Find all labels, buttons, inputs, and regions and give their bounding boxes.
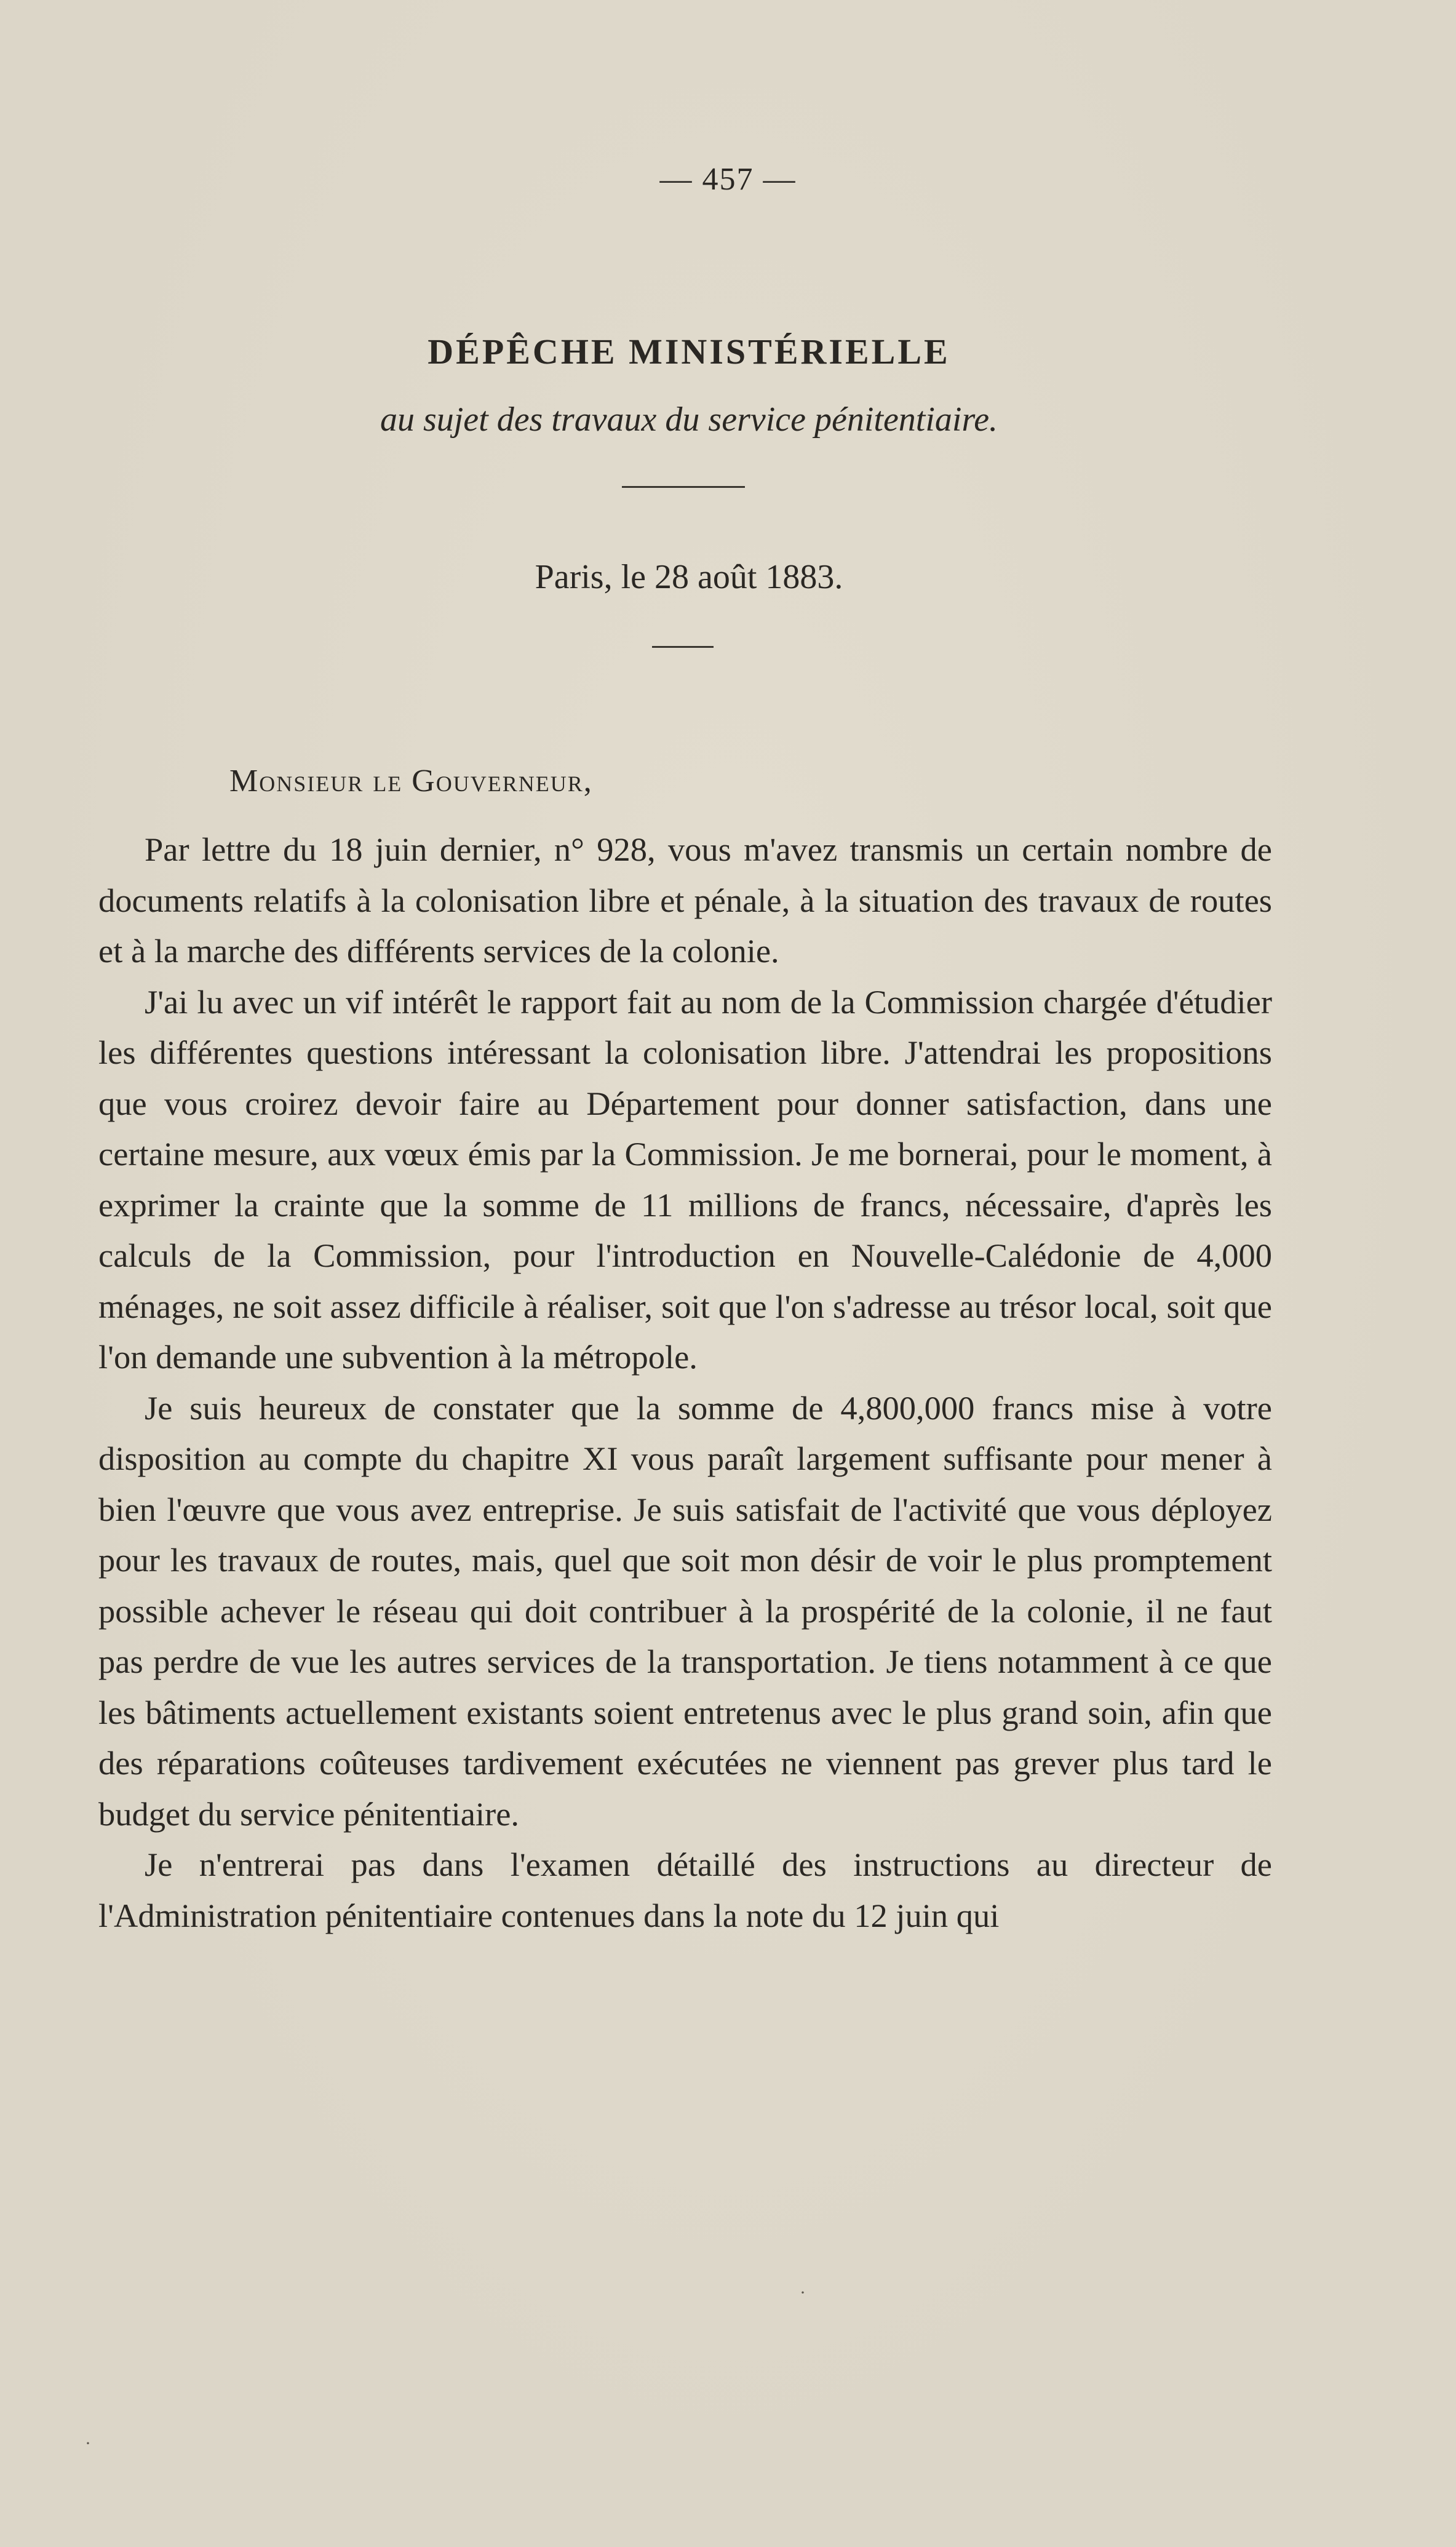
letter-body [98, 824, 1272, 1941]
paragraph: J'ai lu avec un vif intérêt le rapport fait au nom de la Commission chargée d'étudier les différentes questions intéressant la colonisation libre. J'attendrai les propositions que vous croirez devoir faire au Département pour donner satisfaction, dans une certaine mesure, aux vœux émis par la Commission. Je me bornerai, pour le moment, à exprimer la crainte que la somme de 11 millions de francs, nécessaire, d'après les calculs de la Commission, pour l'introduction en Nouvelle-Calédonie de 4,000 ménages, ne soit assez difficile à réaliser, soit que l'on s'adresse au trésor local, soit que l'on demande une subvention à la métropole. [98, 983, 1272, 1376]
title-divider [622, 486, 745, 488]
document-title: DÉPÊCHE MINISTÉRIELLE [428, 332, 950, 372]
dateline: Paris, le 28 août 1883. [535, 558, 843, 596]
dateline-divider [652, 646, 714, 648]
document-subtitle: au sujet des travaux du service pénitentiaire. [380, 401, 998, 439]
paragraph: Je n'entrerai pas dans l'examen détaillé des instructions au directeur de l'Administration pénitentiaire contenues dans la note du 12 juin qui [98, 1846, 1272, 1934]
page-number: — 457 — [659, 162, 797, 197]
paper-speck: · [85, 2433, 91, 2453]
salutation: Monsieur le Gouverneur, [229, 763, 593, 799]
paragraph: Par lettre du 18 juin dernier, n° 928, vous m'avez transmis un certain nombre de documents relatifs à la colonisation libre et pénale, à la situation des travaux de routes et à la marche des différents services de la colonie. [98, 831, 1272, 970]
paragraph: Je suis heureux de constater que la somme de 4,800,000 francs mise à votre disposition au compte du chapitre XI vous paraît largement suffisante pour mener à bien l'œuvre que vous avez entreprise. Je suis satisfait de l'activité que vous déployez pour les travaux de routes, mais, quel que soit mon désir de voir le plus promptement possible achever le réseau qui doit contribuer à la prospérité de la colonie, il ne faut pas perdre de vue les autres services de la transportation. Je tiens notamment à ce que les bâtiments actuellement existants soient entretenus avec le plus grand soin, afin que des réparations coûteuses tardivement exécutées ne viennent pas grever plus tard le budget du service pénitentiaire. [98, 1389, 1272, 1833]
paper-speck: · [800, 2282, 806, 2303]
